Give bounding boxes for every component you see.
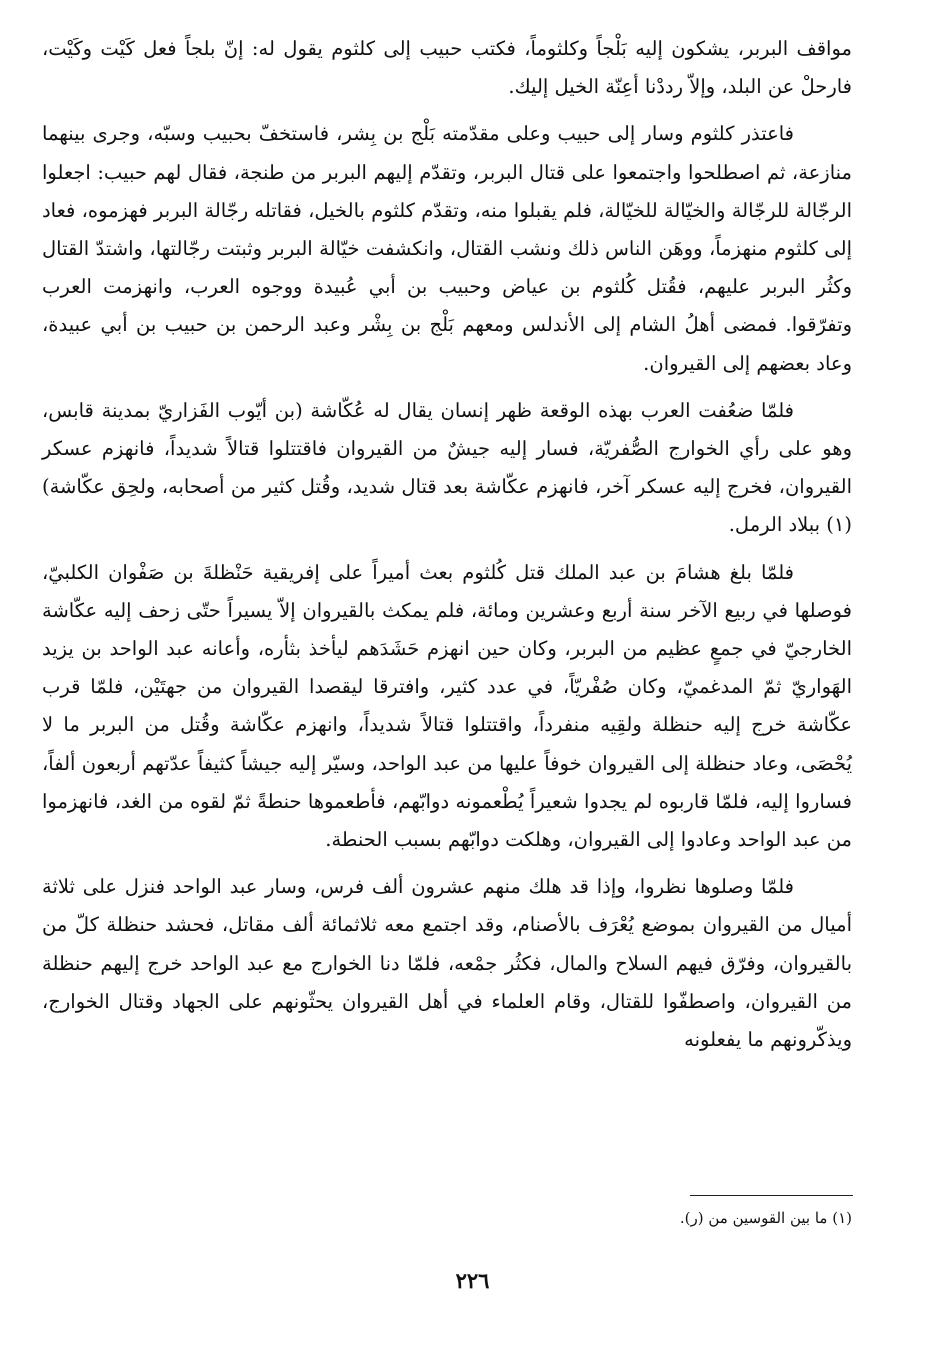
footnote-divider [690,1195,853,1196]
paragraph-1: مواقف البربر، يشكون إليه بَلْجاً وكلثوماً، فكتب حبيب إلى كلثوم يقول له: إنّ بلجاً فعل كَيْت وكَيْت، فارحلْ عن البلد، وإلاّ رددْنا أعِنّة الخيل إليك. [42,37,852,99]
paragraph-2: فاعتذر كلثوم وسار إلى حبيب وعلى مقدّمته بَلْج بن بِشر، فاستخفّ بحبيب وسبّه، وجرى بينهما منازعة، ثم اصطلحوا واجتمعوا على قتال البربر، وتقدّم إليهم البربر من طنجة، فقال لهم حبيب: اجعلوا الرجّالة للرجّالة والخيّالة للخيّالة، فلم يقبلوا منه، وتقدّم كلثوم بالخيل، فقاتله رجّالة البربر فهزموه، فعاد إلى كلثوم منهزماً، ووهَن الناس ذلك ونشب القتال، وانكشفت خيّالة البربر وثبتت رجّالتها، واشتدّ القتال وكثُر البربر عليهم، فقُتل كُلثوم بن عياض وحبيب بن أبي عُبيدة ووجوه العرب، وانهزمت العرب وتفرّقوا. فمضى أهلُ الشام إلى الأندلس ومعهم بَلْج بن بِشْر وعبد الرحمن بن حبيب بن أبي عبيدة، وعاد بعضهم إلى القيروان. [42,122,852,375]
main-text [42,30,852,1068]
page-number: ٢٢٦ [455,1268,490,1293]
footnote: (١) ما بين القوسين من (ر). [679,1209,852,1227]
paragraph-3: فلمّا ضعُفت العرب بهذه الوقعة ظهر إنسان يقال له عُكّاشة (بن أيّوب الفَزاريّ بمدينة قابس، وهو على رأي الخوارج الصُّفريّة، فسار إليه جيشٌ من القيروان فاقتتلوا قتالاً شديداً، فانهزم عسكر القيروان، فخرج إليه عسكر آخر، فانهزم عكّاشة بعد قتال شديد، وقُتل كثير من أصحابه، ولحِق عكّاشة)(١) ببلاد الرمل. [42,398,852,537]
paragraph-4: فلمّا بلغ هشامَ بن عبد الملك قتل كُلثوم بعث أميراً على إفريقية حَنْظلةَ بن صَفْوان الكلبيّ، فوصلها في ربيع الآخر سنة أربع وعشرين ومائة، فلم يمكث بالقيروان إلاّ يسيراً حتّى زحف إليه عكّاشة الخارجيّ في جمعٍ عظيم من البربر، وكان حين انهزم حَشَدَهم ليأخذ بثأره، وأعانه عبد الواحد بن يزيد الهَواريّ ثمّ المدغميّ، وكان صُفْريّاً، في عدد كثير، وافترقا ليقصدا القيروان من جهتَيْن، فلمّا قرب عكّاشة خرج إليه حنظلة ولقِيه منفرداً، واقتتلوا قتالاً شديداً، وانهزم عكّاشة وقُتل من البربر ما لا يُحْصَى، وعاد حنظلة إلى القيروان خوفاً عليها من عبد الواحد، وسيّر إليه جيشاً كثيفاً عدّتهم أربعون ألفاً، فساروا إليه، فلمّا قاربوه لم يجدوا شعيراً يُطْعمونه دوابّهم، فأطعموها حنطةً ثمّ لقوه من الغد، فانهزموا من عبد الواحد وعادوا إلى القيروان، وهلكت دوابّهم بسبب الحنطة. [42,560,852,852]
paragraph-5: فلمّا وصلوها نظروا، وإذا قد هلك منهم عشرون ألف فرس، وسار عبد الواحد فنزل على ثلاثة أميال من القيروان بموضع يُعْرَف بالأصنام، وقد اجتمع معه ثلاثمائة ألف مقاتل، فحشد حنظلة كلّ من بالقيروان، وفرّق فيهم السلاح والمال، فكثُر جمْعه، فلمّا دنا الخوارج مع عبد الواحد خرج إليهم حنظلة من القيروان، واصطفّوا للقتال، وقام العلماء في أهل القيروان يحثّونهم على الجهاد وقتال الخوارج، ويذكّرونهم ما يفعلونه [42,875,852,1052]
